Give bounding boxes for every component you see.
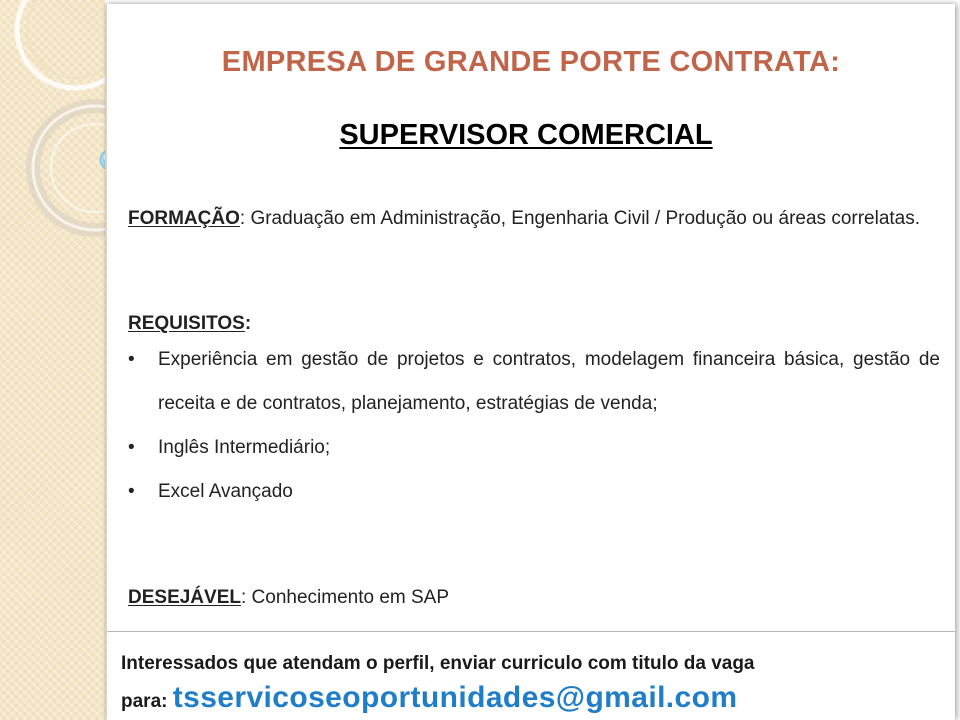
formacao-label: FORMAÇÃO: [128, 208, 240, 229]
bullet-icon: •: [128, 481, 135, 502]
contact-footer: [121, 647, 951, 719]
bullet-icon: •: [128, 437, 135, 458]
requisitos-list: [128, 338, 940, 514]
contact-prefix: para:: [121, 691, 168, 712]
desejavel-text: : Conhecimento em SAP: [240, 587, 450, 608]
decorative-left-strip: [0, 0, 105, 720]
list-item: [128, 470, 940, 514]
company-headline: EMPRESA DE GRANDE PORTE CONTRATA:: [221, 46, 841, 78]
footer-divider: [107, 631, 955, 632]
list-item-text: Experiência em gestão de projetos e contratos, modelagem financeira básica, gestão de receita e de contratos, planejamento, estratégias de venda;: [158, 349, 940, 414]
formacao-paragraph: [128, 197, 946, 241]
contact-instructions: Interessados que atendam o perfil, enviar curriculo com titulo da vaga: [121, 653, 755, 674]
requisitos-colon: :: [244, 313, 252, 334]
list-item: [128, 426, 940, 470]
job-posting-card: [106, 4, 955, 720]
formacao-text: : Graduação em Administração, Engenharia Civil / Produção ou áreas correlatas.: [239, 208, 921, 229]
list-item-text: Inglês Intermediário;: [158, 437, 331, 458]
contact-email-link[interactable]: tsservicoseoportunidades@gmail.com: [172, 681, 738, 714]
contact-line: [121, 681, 951, 719]
list-item-text: Excel Avançado: [158, 481, 293, 502]
requisitos-label: REQUISITOS: [128, 313, 245, 334]
desejavel-paragraph: [128, 576, 946, 620]
decorative-rings-icon: [0, 0, 105, 720]
list-item: [128, 338, 940, 426]
job-title: SUPERVISOR COMERCIAL: [339, 119, 713, 151]
bullet-icon: •: [128, 349, 135, 370]
desejavel-label: DESEJÁVEL: [128, 587, 241, 608]
